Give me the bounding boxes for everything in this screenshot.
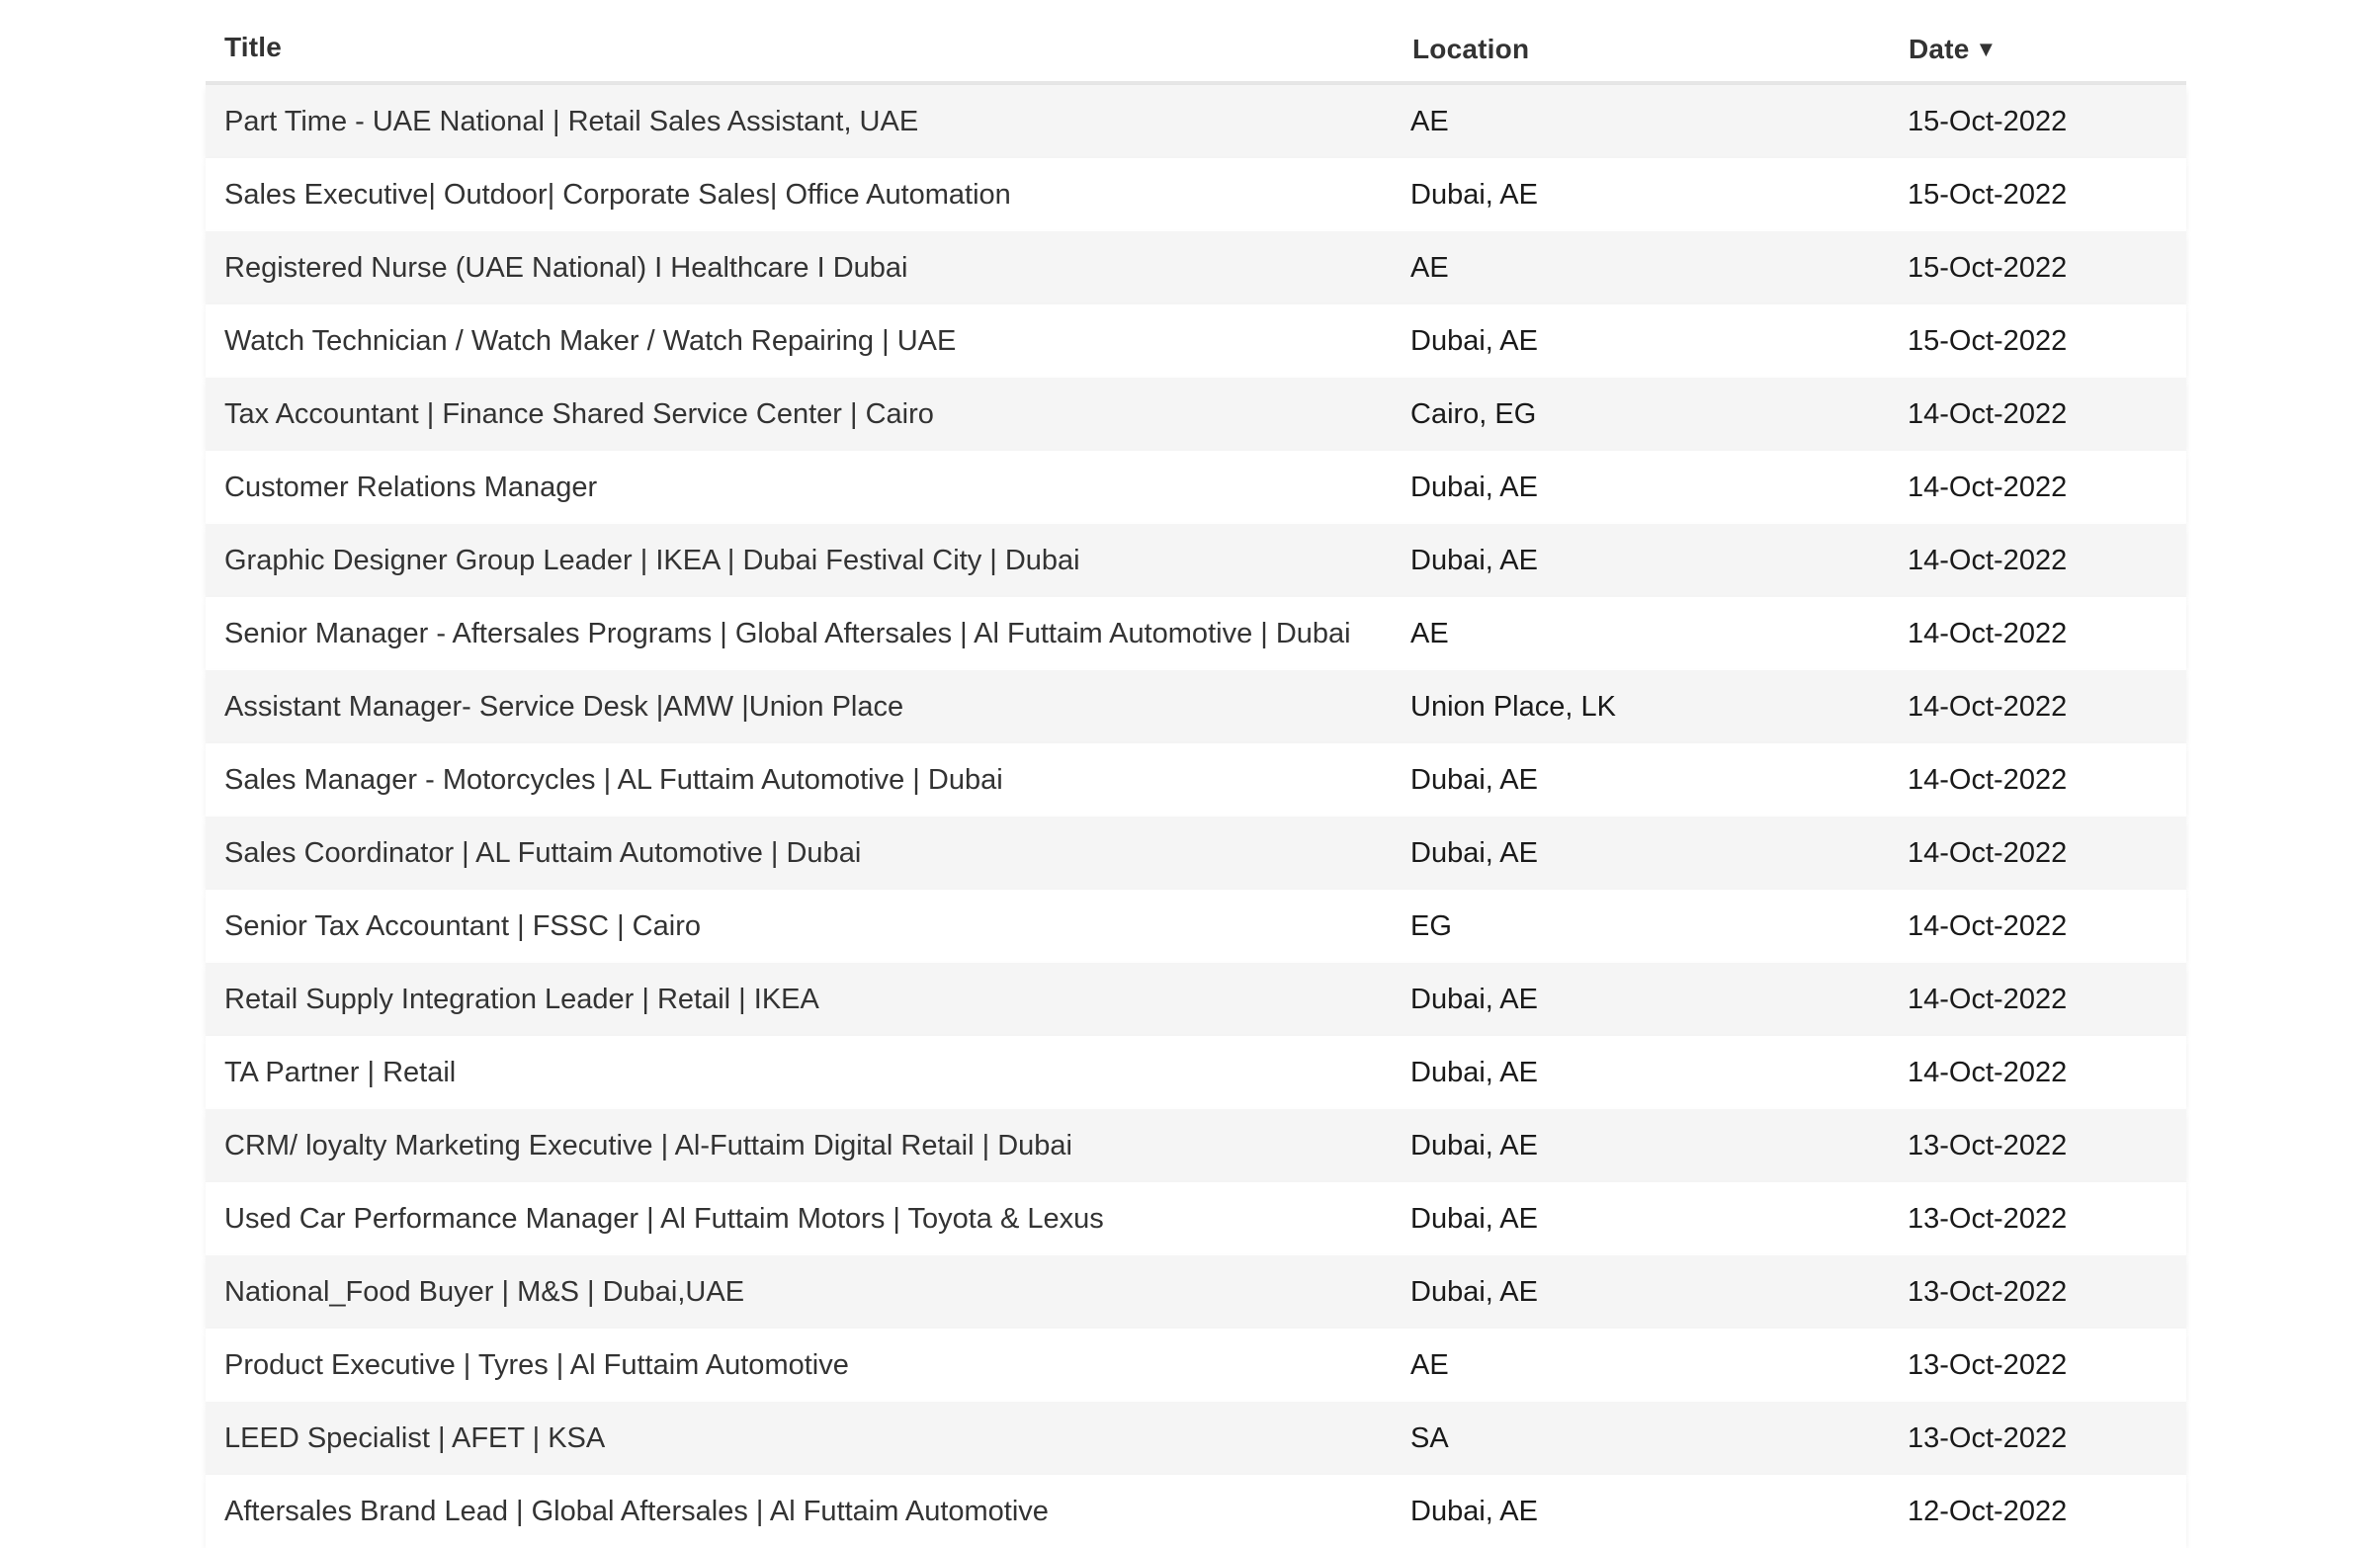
job-location: Dubai, AE [1410,545,1538,576]
job-title-link[interactable]: Sales Manager - Motorcycles | AL Futtaim Automotive | Dubai [224,764,1003,796]
column-header-title[interactable]: Title [224,32,283,62]
job-location: Dubai, AE [1410,837,1538,869]
job-location: AE [1410,618,1449,649]
job-location: Dubai, AE [1410,472,1538,503]
job-date: 13-Oct-2022 [1908,1276,2068,1308]
job-title-link[interactable]: Senior Manager - Aftersales Programs | Global Aftersales | Al Futtaim Automotive | Dubai [224,618,1351,649]
job-date: 14-Oct-2022 [1908,764,2068,796]
table-row[interactable] [206,1036,2186,1109]
job-location: EG [1410,910,1452,942]
table-row[interactable] [206,670,2186,743]
job-location: Cairo, EG [1410,398,1537,430]
job-title-link[interactable]: Used Car Performance Manager | Al Futtaim Motors | Toyota & Lexus [224,1203,1104,1235]
job-location: Dubai, AE [1410,764,1538,796]
column-header-date[interactable] [1909,34,1997,65]
table-row[interactable] [206,1255,2186,1329]
job-date: 13-Oct-2022 [1908,1422,2068,1454]
job-title-link[interactable]: Watch Technician / Watch Maker / Watch Repairing | UAE [224,325,957,357]
job-title-link[interactable]: Sales Coordinator | AL Futtaim Automotive | Dubai [224,837,862,869]
job-location: Dubai, AE [1410,984,1538,1015]
job-date: 13-Oct-2022 [1908,1203,2068,1235]
table-row[interactable] [206,85,2186,158]
job-title-link[interactable]: Senior Tax Accountant | FSSC | Cairo [224,910,701,942]
job-location: AE [1410,106,1449,137]
table-row[interactable] [206,597,2186,670]
table-header [206,0,2186,85]
job-title-link[interactable]: Part Time - UAE National | Retail Sales Assistant, UAE [224,106,919,137]
job-title-link[interactable]: CRM/ loyalty Marketing Executive | Al-Futtaim Digital Retail | Dubai [224,1130,1072,1161]
table-row[interactable] [206,1182,2186,1255]
job-title-link[interactable]: Assistant Manager- Service Desk |AMW |Union Place [224,691,904,723]
table-row[interactable] [206,1475,2186,1548]
job-title-link[interactable]: Registered Nurse (UAE National) I Healthcare I Dubai [224,252,908,284]
table-body [206,85,2186,1548]
job-date: 14-Oct-2022 [1908,618,2068,649]
job-date: 15-Oct-2022 [1908,325,2068,357]
table-row[interactable] [206,817,2186,890]
table-row[interactable] [206,451,2186,524]
job-location: Union Place, LK [1410,691,1616,723]
table-row[interactable] [206,304,2186,378]
job-location: Dubai, AE [1410,1057,1538,1088]
job-title-link[interactable]: Tax Accountant | Finance Shared Service Center | Cairo [224,398,934,430]
table-row[interactable] [206,963,2186,1036]
job-date: 14-Oct-2022 [1908,910,2068,942]
job-date: 14-Oct-2022 [1908,1057,2068,1088]
job-date: 13-Oct-2022 [1908,1130,2068,1161]
job-date: 14-Oct-2022 [1908,984,2068,1015]
job-title-link[interactable]: TA Partner | Retail [224,1057,457,1088]
job-location: Dubai, AE [1410,325,1538,357]
job-title-link[interactable]: Sales Executive| Outdoor| Corporate Sales| Office Automation [224,179,1011,211]
table-row[interactable] [206,378,2186,451]
job-date: 13-Oct-2022 [1908,1349,2068,1381]
job-title-link[interactable]: Graphic Designer Group Leader | IKEA | Dubai Festival City | Dubai [224,545,1080,576]
job-location: AE [1410,252,1449,284]
table-row[interactable] [206,231,2186,304]
job-location: Dubai, AE [1410,1276,1538,1308]
job-listings-table [206,0,2186,1548]
job-date: 15-Oct-2022 [1908,179,2068,211]
job-location: Dubai, AE [1410,1203,1538,1235]
job-date: 15-Oct-2022 [1908,106,2068,137]
job-title-link[interactable]: Aftersales Brand Lead | Global Aftersales | Al Futtaim Automotive [224,1496,1049,1527]
job-date: 14-Oct-2022 [1908,472,2068,503]
job-date: 15-Oct-2022 [1908,252,2068,284]
table-row[interactable] [206,743,2186,817]
job-title-link[interactable]: National_Food Buyer | M&S | Dubai,UAE [224,1276,745,1308]
job-title-link[interactable]: Customer Relations Manager [224,472,598,503]
job-date: 14-Oct-2022 [1908,398,2068,430]
job-date: 14-Oct-2022 [1908,837,2068,869]
table-row[interactable] [206,1109,2186,1182]
job-location: AE [1410,1349,1449,1381]
job-date: 14-Oct-2022 [1908,691,2068,723]
sort-descending-icon: ▼ [1975,37,1998,61]
job-date: 14-Oct-2022 [1908,545,2068,576]
job-title-link[interactable]: Product Executive | Tyres | Al Futtaim Automotive [224,1349,849,1381]
column-header-date-label: Date [1909,34,1970,64]
job-location: Dubai, AE [1410,179,1538,211]
job-title-link[interactable]: LEED Specialist | AFET | KSA [224,1422,606,1454]
job-location: Dubai, AE [1410,1130,1538,1161]
column-header-location[interactable]: Location [1412,34,1530,64]
job-location: SA [1410,1422,1449,1454]
table-row[interactable] [206,890,2186,963]
table-row[interactable] [206,1329,2186,1402]
job-title-link[interactable]: Retail Supply Integration Leader | Retail | IKEA [224,984,819,1015]
table-row[interactable] [206,158,2186,231]
job-date: 12-Oct-2022 [1908,1496,2068,1527]
table-row[interactable] [206,1402,2186,1475]
table-row[interactable] [206,524,2186,597]
job-location: Dubai, AE [1410,1496,1538,1527]
